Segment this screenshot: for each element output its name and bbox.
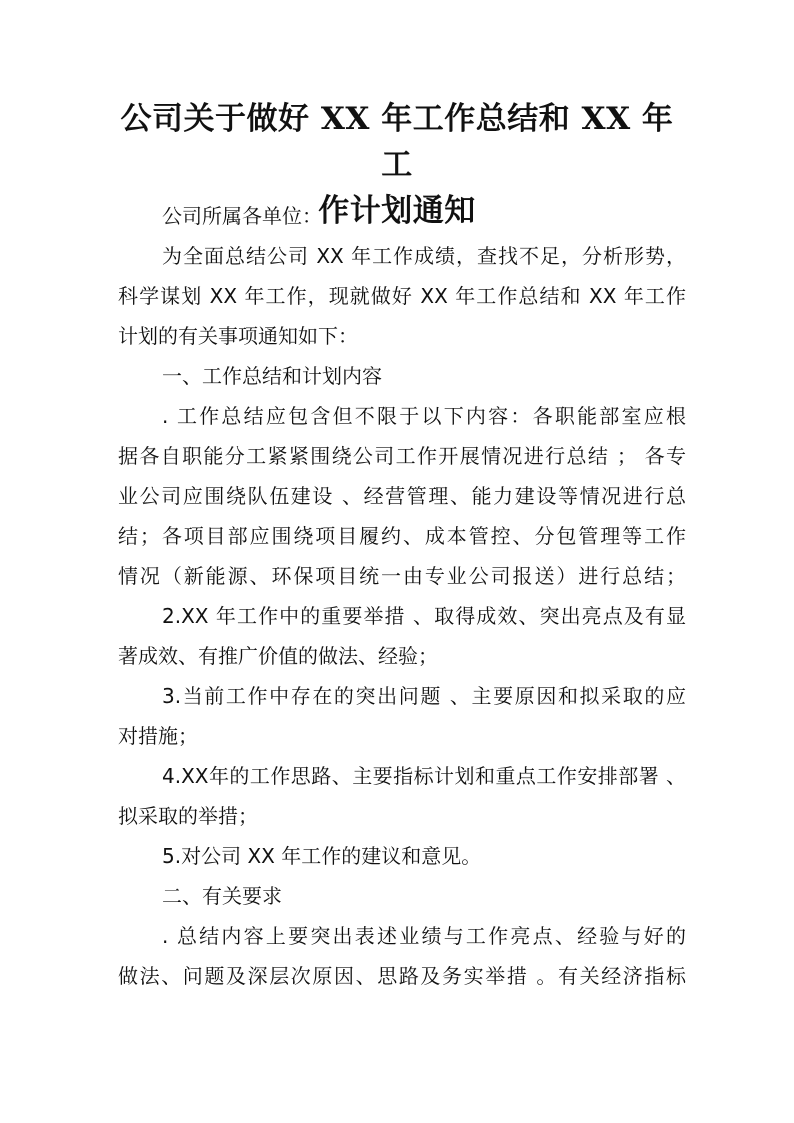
title-line-2: 作计划通知 <box>318 193 476 229</box>
paragraph-line: 业公司应围绕队伍建设 、经营管理、能力建设等情况进行总 <box>118 484 686 508</box>
list-item-line: 2.XX 年工作中的重要举措 、取得成效、突出亮点及有显 <box>162 604 686 628</box>
paragraph-line: 情况（新能源、环保项目统一由专业公司报送）进行总结； <box>118 564 686 588</box>
salutation: 公司所属各单位： <box>162 204 322 228</box>
list-item-line: 对措施； <box>118 724 198 748</box>
paragraph-line: 科学谋划 XX 年工作，现就做好 XX 年工作总结和 XX 年工作 <box>118 284 686 308</box>
list-item-line: 5.对公司 XX 年工作的建议和意见。 <box>162 844 482 868</box>
document-body <box>118 196 686 996</box>
section-heading: 二、有关要求 <box>162 884 282 908</box>
title-line-1: 公司关于做好 XX 年工作总结和 XX 年工 <box>120 101 674 183</box>
paragraph-line: . 工作总结应包含但不限于以下内容：各职能部室应根 <box>162 404 686 428</box>
list-item-line: 拟采取的举措； <box>118 804 258 828</box>
list-item-line: 著成效、有推广价值的做法、经验； <box>118 644 438 668</box>
paragraph-line: 结；各项目部应围绕项目履约、成本管控、分包管理等工作 <box>118 524 686 548</box>
list-item-line: 3.当前工作中存在的突出问题 、主要原因和拟采取的应 <box>162 684 686 708</box>
paragraph-line: 计划的有关事项通知如下： <box>118 324 358 348</box>
paragraph-line: 做法、问题及深层次原因、思路及务实举措 。有关经济指标 <box>118 964 686 988</box>
list-item-line: 4.XX年的工作思路、主要指标计划和重点工作安排部署 、 <box>162 764 686 788</box>
paragraph-line: . 总结内容上要突出表述业绩与工作亮点、经验与好的 <box>162 924 686 948</box>
paragraph-line: 为全面总结公司 XX 年工作成绩，查找不足，分析形势， <box>162 244 686 268</box>
section-heading: 一、工作总结和计划内容 <box>162 364 382 388</box>
paragraph-line: 据各自职能分工紧紧围绕公司工作开展情况进行总结 ； 各专 <box>118 444 686 468</box>
